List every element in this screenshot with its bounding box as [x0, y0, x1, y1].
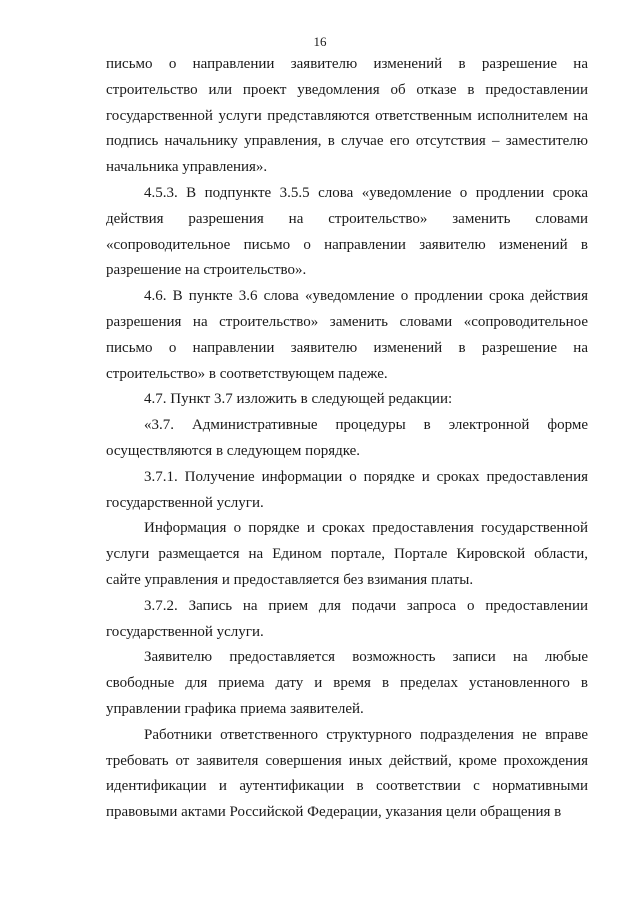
paragraph-staff-restrictions: Работники ответственного структурного подразделения не вправе требовать от заявителя совершения иных действий, кроме прохождения идентификации и аутентификации в соответствии с нормативными правовыми актами Российской Федерации, указания цели обращения в [106, 726, 588, 821]
paragraph-3-7: «3.7. Административные процедуры в электронной форме осуществляются в следующем порядке. [106, 417, 588, 459]
paragraph-4-6: 4.6. В пункте 3.6 слова «уведомление о продлении срока действия разрешения на строительство» заменить словами «сопроводительное письмо о направлении заявителю изменений в разрешение на строительство» в соответствующем падеже. [106, 288, 588, 382]
paragraph-4-7: 4.7. Пункт 3.7 изложить в следующей редакции: [144, 391, 453, 408]
document-body [106, 52, 588, 826]
page-number: 16 [313, 34, 327, 49]
paragraph-appointment: Заявителю предоставляется возможность записи на любые свободные для приема дату и время в пределах установленного в управлении графика приема заявителей. [106, 649, 588, 717]
paragraph-3-7-1: 3.7.1. Получение информации о порядке и сроках предоставления государственной услуги. [106, 468, 588, 511]
paragraph-continuation: письмо о направлении заявителю изменений в разрешение на строительство или проект уведомления об отказе в предоставлении государственной услуги представляются ответственным исполнителем на подпись начальнику управления, в случае его отсутствия – заместителю начальника управления». [106, 56, 588, 176]
paragraph-4-5-3: 4.5.3. В подпункте 3.5.5 слова «уведомление о продлении срока действия разрешения на строительство» заменить словами «сопроводительное письмо о направлении заявителю изменений в разрешение на строительство». [106, 184, 588, 279]
paragraph-3-7-2: 3.7.2. Запись на прием для подачи запроса о предоставлении государственной услуги. [106, 597, 588, 640]
paragraph-info-placement: Информация о порядке и сроках предоставления государственной услуги размещается на Едином портале, Портале Кировской области, сайте управления и предоставляется без взимания платы. [106, 520, 588, 588]
